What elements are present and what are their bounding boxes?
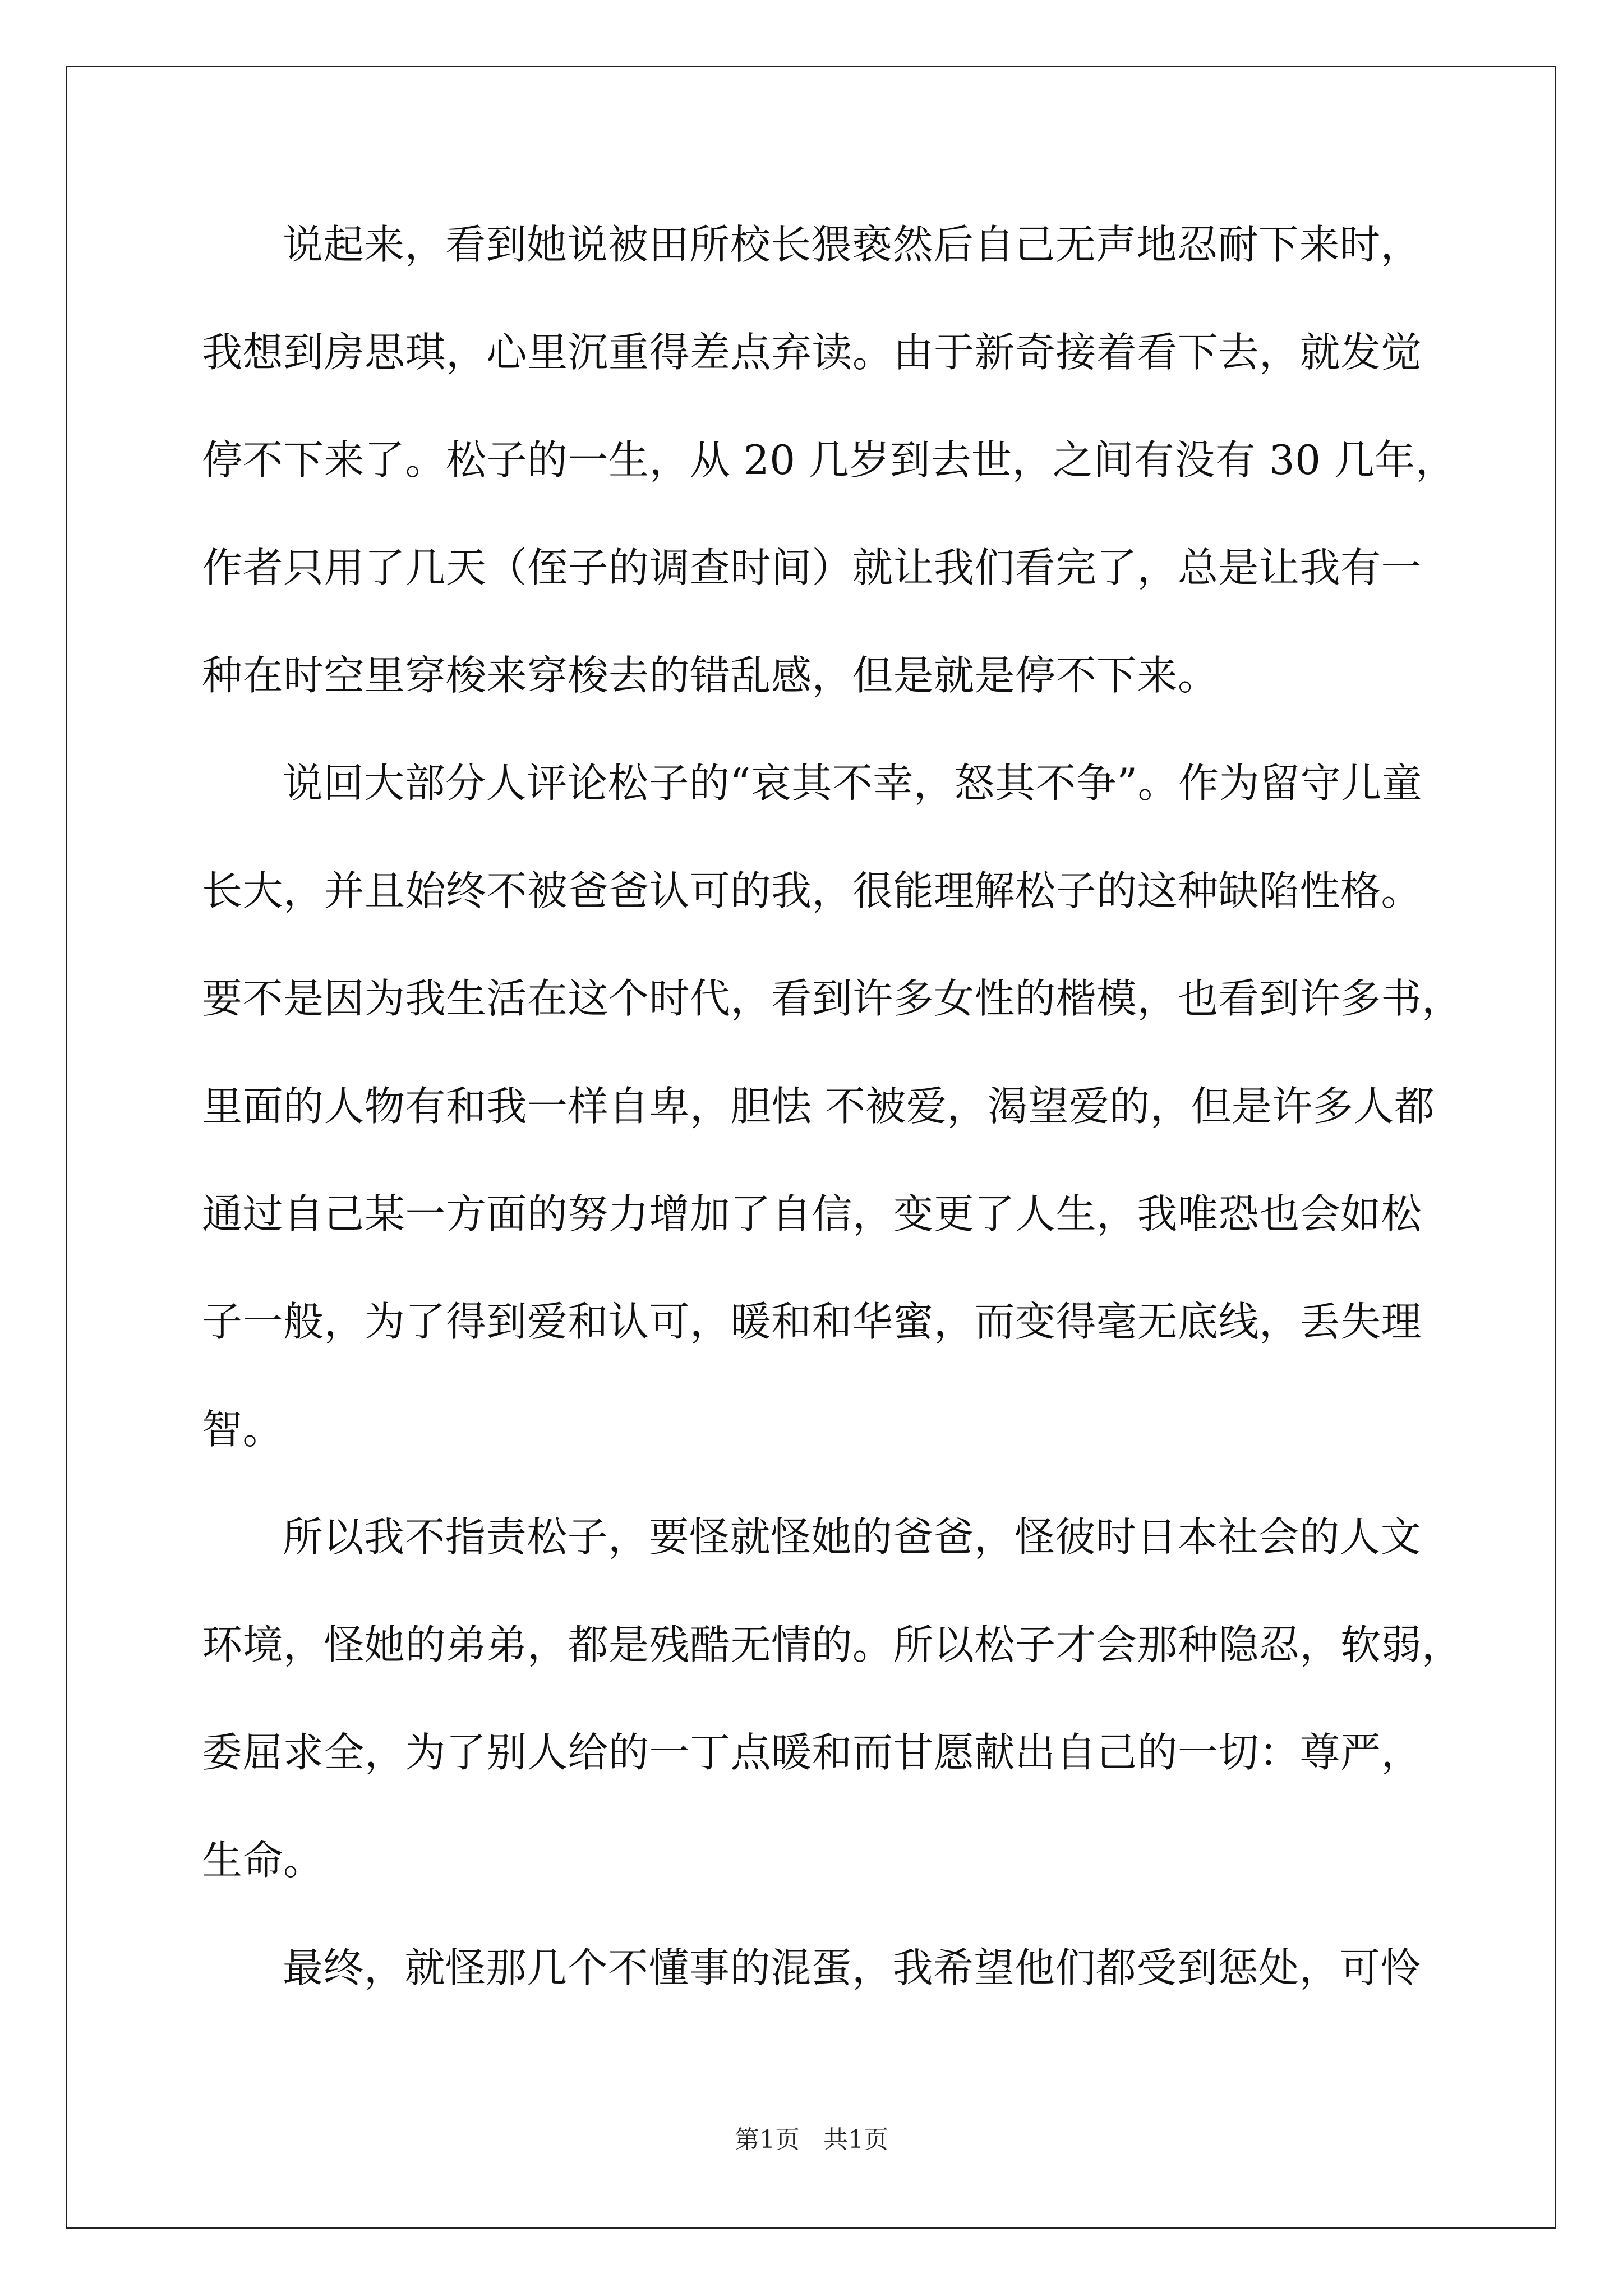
page-number-total: 共1页	[823, 2125, 888, 2154]
paragraph-2-line-7: 智。	[202, 1406, 284, 1453]
paragraph-3-line-2: 环境，怪她的弟弟，都是残酷无情的。所以松子才会那种隐忍，软弱，	[202, 1621, 1463, 1668]
paragraph-1-line-1: 说起来，看到她说被田所校长猥亵然后自己无声地忍耐下来时，	[283, 221, 1422, 268]
page-border	[66, 66, 1556, 2229]
paragraph-2-line-4: 里面的人物有和我一样自卑，胆怯 不被爱，渴望爱的，但是许多人都	[202, 1083, 1435, 1130]
paragraph-2-line-3: 要不是因为我生活在这个时代，看到许多女性的楷模，也看到许多书，	[202, 975, 1463, 1022]
page-footer	[0, 2119, 1623, 2155]
paragraph-3-line-3: 委屈求全，为了别人给的一丁点暖和而甘愿献出自己的一切：尊严，	[202, 1729, 1422, 1776]
paragraph-1-line-3: 停不下来了。松子的一生，从 20 几岁到去世，之间有没有 30 几年，	[202, 436, 1456, 484]
paragraph-3-line-1: 所以我不指责松子，要怪就怪她的爸爸，怪彼时日本社会的人文	[283, 1513, 1422, 1561]
paragraph-1-line-5: 种在时空里穿梭来穿梭去的错乱感，但是就是停不下来。	[202, 652, 1219, 699]
paragraph-2-line-5: 通过自己某一方面的努力增加了自信，变更了人生，我唯恐也会如松	[202, 1190, 1422, 1237]
paragraph-1-line-4: 作者只用了几天（侄子的调查时间）就让我们看完了，总是让我有一	[202, 544, 1422, 591]
page-number-current: 第1页	[735, 2125, 800, 2154]
paragraph-2-line-2: 长大，并且始终不被爸爸认可的我，很能理解松子的这种缺陷性格。	[202, 867, 1422, 914]
paragraph-1-line-2: 我想到房思琪，心里沉重得差点弃读。由于新奇接着看下去，就发觉	[202, 329, 1422, 376]
paragraph-3-line-4: 生命。	[202, 1837, 324, 1884]
paragraph-2-line-6: 子一般，为了得到爱和认可，暖和和华蜜，而变得毫无底线，丢失理	[202, 1298, 1422, 1345]
paragraph-4-line-1: 最终，就怪那几个不懂事的混蛋，我希望他们都受到惩处，可怜	[283, 1944, 1422, 1991]
paragraph-2-line-1: 说回大部分人评论松子的“哀其不幸，怒其不争”。作为留守儿童	[283, 760, 1423, 807]
